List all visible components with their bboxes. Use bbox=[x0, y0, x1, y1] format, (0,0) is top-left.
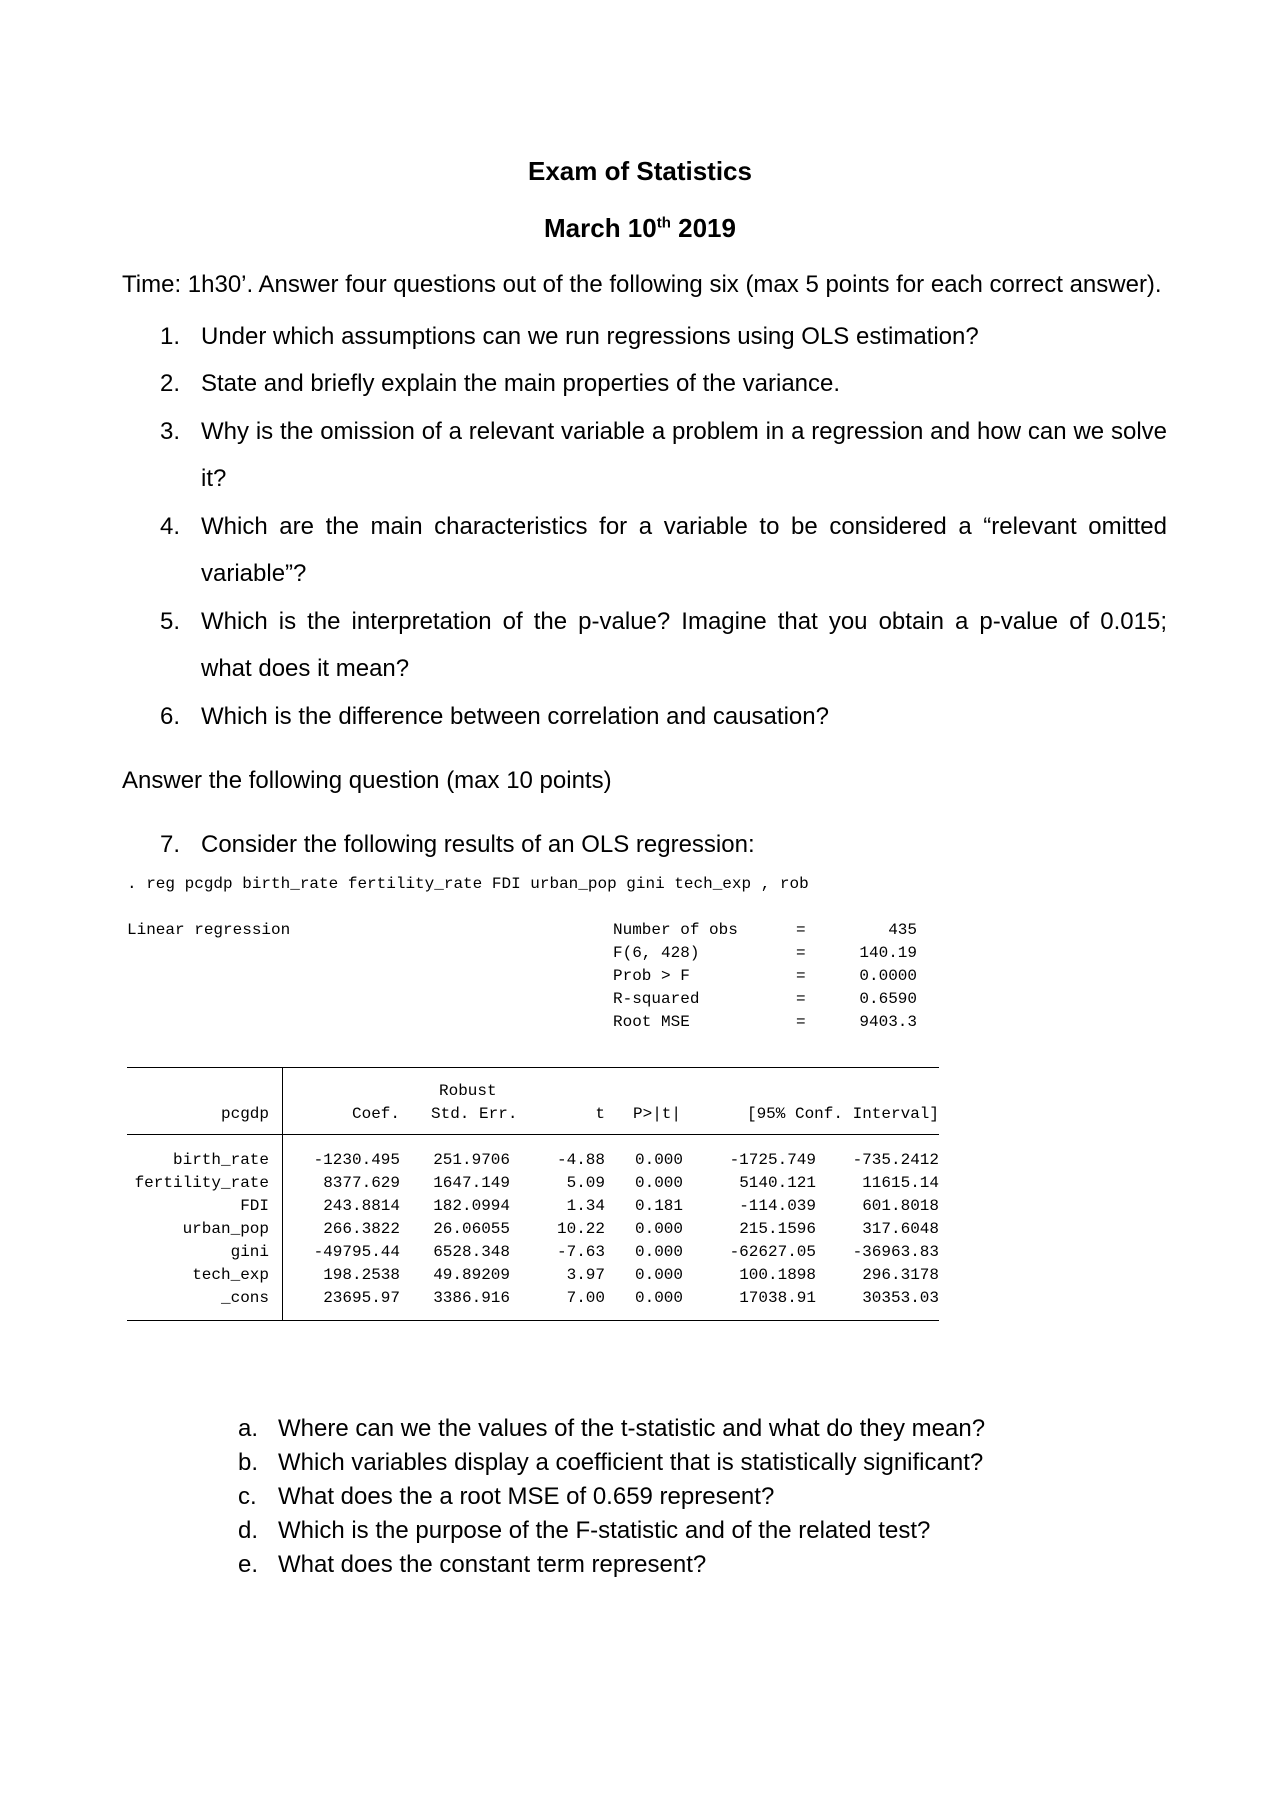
question-text-line-1: Why is the omission of a relevant variable a problem in a regression and how can we solve bbox=[201, 418, 1167, 445]
cell-std-err: 49.89209 bbox=[433, 1266, 510, 1284]
table-header-rule bbox=[127, 1134, 939, 1135]
cell-ci-low: 215.1596 bbox=[739, 1220, 816, 1238]
subquestion-letter: b. bbox=[238, 1449, 259, 1476]
cell-variable: gini bbox=[230, 1243, 269, 1261]
stat-label: Prob > F bbox=[613, 967, 690, 985]
cell-t: 10.22 bbox=[556, 1220, 605, 1238]
stat-label: F(6, 428) bbox=[613, 944, 700, 962]
stat-label: Root MSE bbox=[613, 1013, 690, 1031]
section-2-heading: Answer the following question (max 10 points) bbox=[122, 767, 612, 794]
stat-eq: = bbox=[796, 1013, 806, 1031]
cell-t: 5.09 bbox=[566, 1174, 605, 1192]
cell-ci-high: 30353.03 bbox=[862, 1289, 939, 1307]
cell-variable: _cons bbox=[220, 1289, 269, 1307]
cell-ci-low: 5140.121 bbox=[739, 1174, 816, 1192]
cell-ci-low: -62627.05 bbox=[729, 1243, 816, 1261]
subquestion-text: Which is the purpose of the F-statistic and of the related test? bbox=[278, 1517, 931, 1544]
question-number: 2. bbox=[160, 370, 181, 397]
cell-ci-high: -735.2412 bbox=[852, 1151, 939, 1169]
cell-ci-low: 17038.91 bbox=[739, 1289, 816, 1307]
col-p: P>|t| bbox=[633, 1105, 682, 1123]
stat-value: 0.0000 bbox=[859, 967, 917, 985]
cell-coef: -49795.44 bbox=[313, 1243, 400, 1261]
subquestion-text: Which variables display a coefficient that is statistically significant? bbox=[278, 1449, 984, 1476]
cell-std-err: 3386.916 bbox=[433, 1289, 510, 1307]
question-number: 4. bbox=[160, 513, 181, 540]
col-t: t bbox=[595, 1105, 605, 1123]
cell-std-err: 1647.149 bbox=[433, 1174, 510, 1192]
stat-label: R-squared bbox=[613, 990, 700, 1008]
date-superscript: th bbox=[656, 214, 671, 232]
cell-t: 7.00 bbox=[566, 1289, 605, 1307]
cell-p: 0.000 bbox=[634, 1266, 683, 1284]
exam-date bbox=[0, 213, 1280, 244]
cell-variable: fertility_rate bbox=[134, 1174, 269, 1192]
cell-variable: FDI bbox=[240, 1197, 269, 1215]
subquestion-letter: c. bbox=[238, 1483, 257, 1510]
subquestion-text: Where can we the values of the t-statistic and what do they mean? bbox=[278, 1415, 986, 1442]
cell-p: 0.000 bbox=[634, 1289, 683, 1307]
stat-eq: = bbox=[796, 921, 806, 939]
stat-value: 435 bbox=[888, 921, 917, 939]
cell-ci-high: 11615.14 bbox=[862, 1174, 939, 1192]
col-std-err: Std. Err. bbox=[431, 1105, 518, 1123]
question-text: Which is the difference between correlation and causation? bbox=[201, 703, 829, 730]
date-suffix: 2019 bbox=[670, 213, 736, 243]
cell-ci-low: 100.1898 bbox=[739, 1266, 816, 1284]
cell-std-err: 6528.348 bbox=[433, 1243, 510, 1261]
stat-value: 9403.3 bbox=[859, 1013, 917, 1031]
question-text: State and briefly explain the main properties of the variance. bbox=[201, 370, 841, 397]
subquestion-text: What does the constant term represent? bbox=[278, 1551, 707, 1578]
cell-t: 3.97 bbox=[566, 1266, 605, 1284]
col-dependent-var: pcgdp bbox=[220, 1105, 269, 1123]
question-text-line-1: Which is the interpretation of the p-value? Imagine that you obtain a p-value of 0.015; bbox=[201, 608, 1167, 635]
cell-std-err: 26.06055 bbox=[433, 1220, 510, 1238]
cell-t: 1.34 bbox=[566, 1197, 605, 1215]
question-text-line-2: variable”? bbox=[201, 560, 307, 587]
cell-variable: tech_exp bbox=[192, 1266, 269, 1284]
cell-ci-high: -36963.83 bbox=[852, 1243, 939, 1261]
stat-value: 140.19 bbox=[859, 944, 917, 962]
stat-label: Number of obs bbox=[613, 921, 738, 939]
col-coef: Coef. bbox=[351, 1105, 400, 1123]
stat-value: 0.6590 bbox=[859, 990, 917, 1008]
cell-coef: 23695.97 bbox=[323, 1289, 400, 1307]
question-text-line-1: Which are the main characteristics for a variable to be considered a “relevant omitted bbox=[201, 513, 1167, 540]
exam-title: Exam of Statistics bbox=[528, 156, 752, 186]
cell-coef: 266.3822 bbox=[323, 1220, 400, 1238]
stat-eq: = bbox=[796, 944, 806, 962]
question-number: 1. bbox=[160, 323, 181, 350]
cell-t: -4.88 bbox=[556, 1151, 605, 1169]
question-number: 5. bbox=[160, 608, 181, 635]
cell-std-err: 251.9706 bbox=[433, 1151, 510, 1169]
cell-variable: urban_pop bbox=[182, 1220, 269, 1238]
cell-coef: 198.2538 bbox=[323, 1266, 400, 1284]
cell-p: 0.000 bbox=[634, 1174, 683, 1192]
stat-eq: = bbox=[796, 990, 806, 1008]
question-text: Consider the following results of an OLS regression: bbox=[201, 831, 755, 858]
cell-ci-low: -114.039 bbox=[739, 1197, 816, 1215]
question-number: 3. bbox=[160, 418, 181, 445]
question-number: 7. bbox=[160, 831, 181, 858]
cell-ci-high: 296.3178 bbox=[862, 1266, 939, 1284]
instructions: Time: 1h30’. Answer four questions out of the following six (max 5 points for each correct answer). bbox=[122, 271, 1162, 298]
table-bottom-rule bbox=[127, 1320, 939, 1321]
subquestion-letter: d. bbox=[238, 1517, 259, 1544]
cell-coef: 8377.629 bbox=[323, 1174, 400, 1192]
cell-std-err: 182.0994 bbox=[433, 1197, 510, 1215]
cell-coef: -1230.495 bbox=[313, 1151, 400, 1169]
question-text-line-2: it? bbox=[201, 465, 227, 492]
table-top-rule bbox=[127, 1067, 939, 1068]
subquestion-text: What does the a root MSE of 0.659 represent? bbox=[278, 1483, 775, 1510]
cell-p: 0.000 bbox=[634, 1243, 683, 1261]
cell-variable: birth_rate bbox=[172, 1151, 269, 1169]
date-prefix: March 10 bbox=[544, 213, 657, 243]
question-text-line-2: what does it mean? bbox=[201, 655, 410, 682]
cell-p: 0.181 bbox=[634, 1197, 683, 1215]
stata-command: . reg pcgdp birth_rate fertility_rate FDI urban_pop gini tech_exp , rob bbox=[127, 875, 809, 893]
subquestion-letter: a. bbox=[238, 1415, 259, 1442]
cell-ci-high: 317.6048 bbox=[862, 1220, 939, 1238]
subquestion-letter: e. bbox=[238, 1551, 259, 1578]
cell-ci-high: 601.8018 bbox=[862, 1197, 939, 1215]
cell-ci-low: -1725.749 bbox=[729, 1151, 816, 1169]
cell-coef: 243.8814 bbox=[323, 1197, 400, 1215]
table-column-divider bbox=[282, 1067, 283, 1320]
cell-p: 0.000 bbox=[634, 1220, 683, 1238]
cell-p: 0.000 bbox=[634, 1151, 683, 1169]
question-number: 6. bbox=[160, 703, 181, 730]
stat-eq: = bbox=[796, 967, 806, 985]
header-robust: Robust bbox=[439, 1082, 497, 1100]
question-text: Under which assumptions can we run regressions using OLS estimation? bbox=[201, 323, 979, 350]
col-conf-interval: [95% Conf. Interval] bbox=[746, 1105, 939, 1123]
cell-t: -7.63 bbox=[556, 1243, 605, 1261]
model-label: Linear regression bbox=[127, 921, 291, 939]
